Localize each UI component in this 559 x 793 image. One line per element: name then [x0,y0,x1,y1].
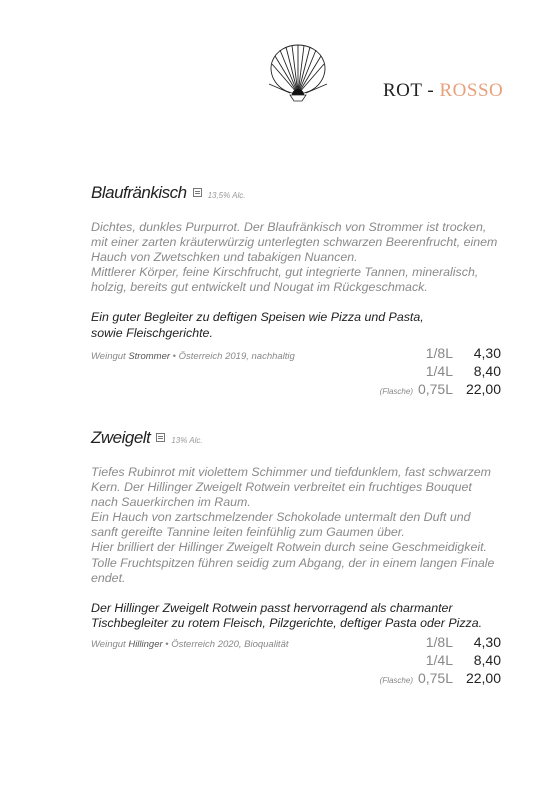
description-line: Hauch von Zwetschken und tabakigen Nuancen. [91,250,358,265]
alcohol-content: 13% Alc. [171,436,203,445]
price-list [341,634,501,688]
description-line: nach Sauerkirchen im Raum. [91,495,251,510]
price-row [341,381,501,399]
origin-details: • Österreich 2019, nachhaltig [170,351,295,362]
title-separator: - [427,80,435,101]
description-line: mit einer zarten kräuterwürzig unterlegten schwarzen Beerenfrucht, einem [91,235,498,250]
price-volume: 1/4L [425,652,453,668]
wine-entry-blaufraenkisch [91,183,511,341]
description-line: endet. [91,570,126,585]
price-row [341,345,501,363]
price-amount: 4,30 [473,345,501,361]
price-row [341,652,501,670]
wine-description [91,220,511,295]
pairing-line: Tischbegleiter zu rotem Fleisch, Pilzgerichte, deftiger Pasta oder Pizza. [91,615,483,630]
page-title [383,80,503,102]
scallop-shell-icon [266,44,330,102]
price-amount: 22,00 [465,381,501,397]
wine-description [91,465,511,586]
price-note: (Flasche) [379,676,413,685]
price-row [341,363,501,381]
food-pairing [91,310,511,340]
food-pairing [91,601,511,631]
description-line: Kern. Der Hillinger Zweigelt Rotwein verbreitet ein fruchtiges Bouquet [91,480,472,495]
pairing-line: Der Hillinger Zweigelt Rotwein passt hervorragend als charmanter [91,600,453,615]
price-volume: 1/8L [425,634,453,650]
price-row [341,670,501,688]
title-accent: ROSSO [439,80,504,101]
title-main: ROT [383,80,423,101]
price-amount: 8,40 [473,363,501,379]
wine-origin [91,639,289,650]
winery: Hillinger [128,639,163,650]
origin-prefix: Weingut [91,639,129,650]
description-line: sanft gereifte Tannine leiten feinfühlig zum Gaumen über. [91,525,405,540]
wine-heading [91,183,511,203]
wine-entry-zweigelt [91,428,511,631]
price-note: (Flasche) [379,387,413,396]
wine-glass-icon [156,433,165,442]
origin-prefix: Weingut [91,351,129,362]
pairing-line: sowie Fleischgerichte. [91,325,213,340]
wine-glass-icon [193,188,202,197]
description-line: Ein Hauch von zartschmelzender Schokolade untermalt den Duft und [91,510,471,525]
description-line: Mittlerer Körper, feine Kirschfrucht, gut integrierte Tannen, mineralisch, [91,265,479,280]
price-amount: 8,40 [473,652,501,668]
price-list [341,345,501,399]
wine-origin [91,351,295,362]
alcohol-content: 13,5% Alc. [207,191,246,200]
description-line: holzig, bereits gut entwickelt und Nougat im Rückgeschmack. [91,280,428,295]
pairing-line: Ein guter Begleiter zu deftigen Speisen wie Pizza und Pasta, [91,310,424,325]
price-volume: 1/8L [425,345,453,361]
origin-details: • Österreich 2020, Bioqualität [162,639,289,650]
description-line: Tolle Fruchtspitzen führen seidig zum Abgang, der in einem langen Finale [91,555,495,570]
wine-name: Blaufränkisch [91,183,187,202]
description-line: Hier brilliert der Hillinger Zweigelt Rotwein durch seine Geschmeidigkeit. [91,540,487,555]
winery: Strommer [128,351,171,362]
price-row [341,634,501,652]
price-volume: 0,75L [417,670,453,686]
wine-name: Zweigelt [91,428,151,447]
price-volume: 0,75L [417,381,453,397]
price-amount: 4,30 [473,634,501,650]
price-amount: 22,00 [465,670,501,686]
description-line: Dichtes, dunkles Purpurrot. Der Blaufränkisch von Strommer ist trocken, [91,220,487,234]
description-line: Tiefes Rubinrot mit violettem Schimmer und tiefdunklem, fast schwarzem [91,465,491,479]
price-volume: 1/4L [425,363,453,379]
wine-heading [91,428,511,448]
